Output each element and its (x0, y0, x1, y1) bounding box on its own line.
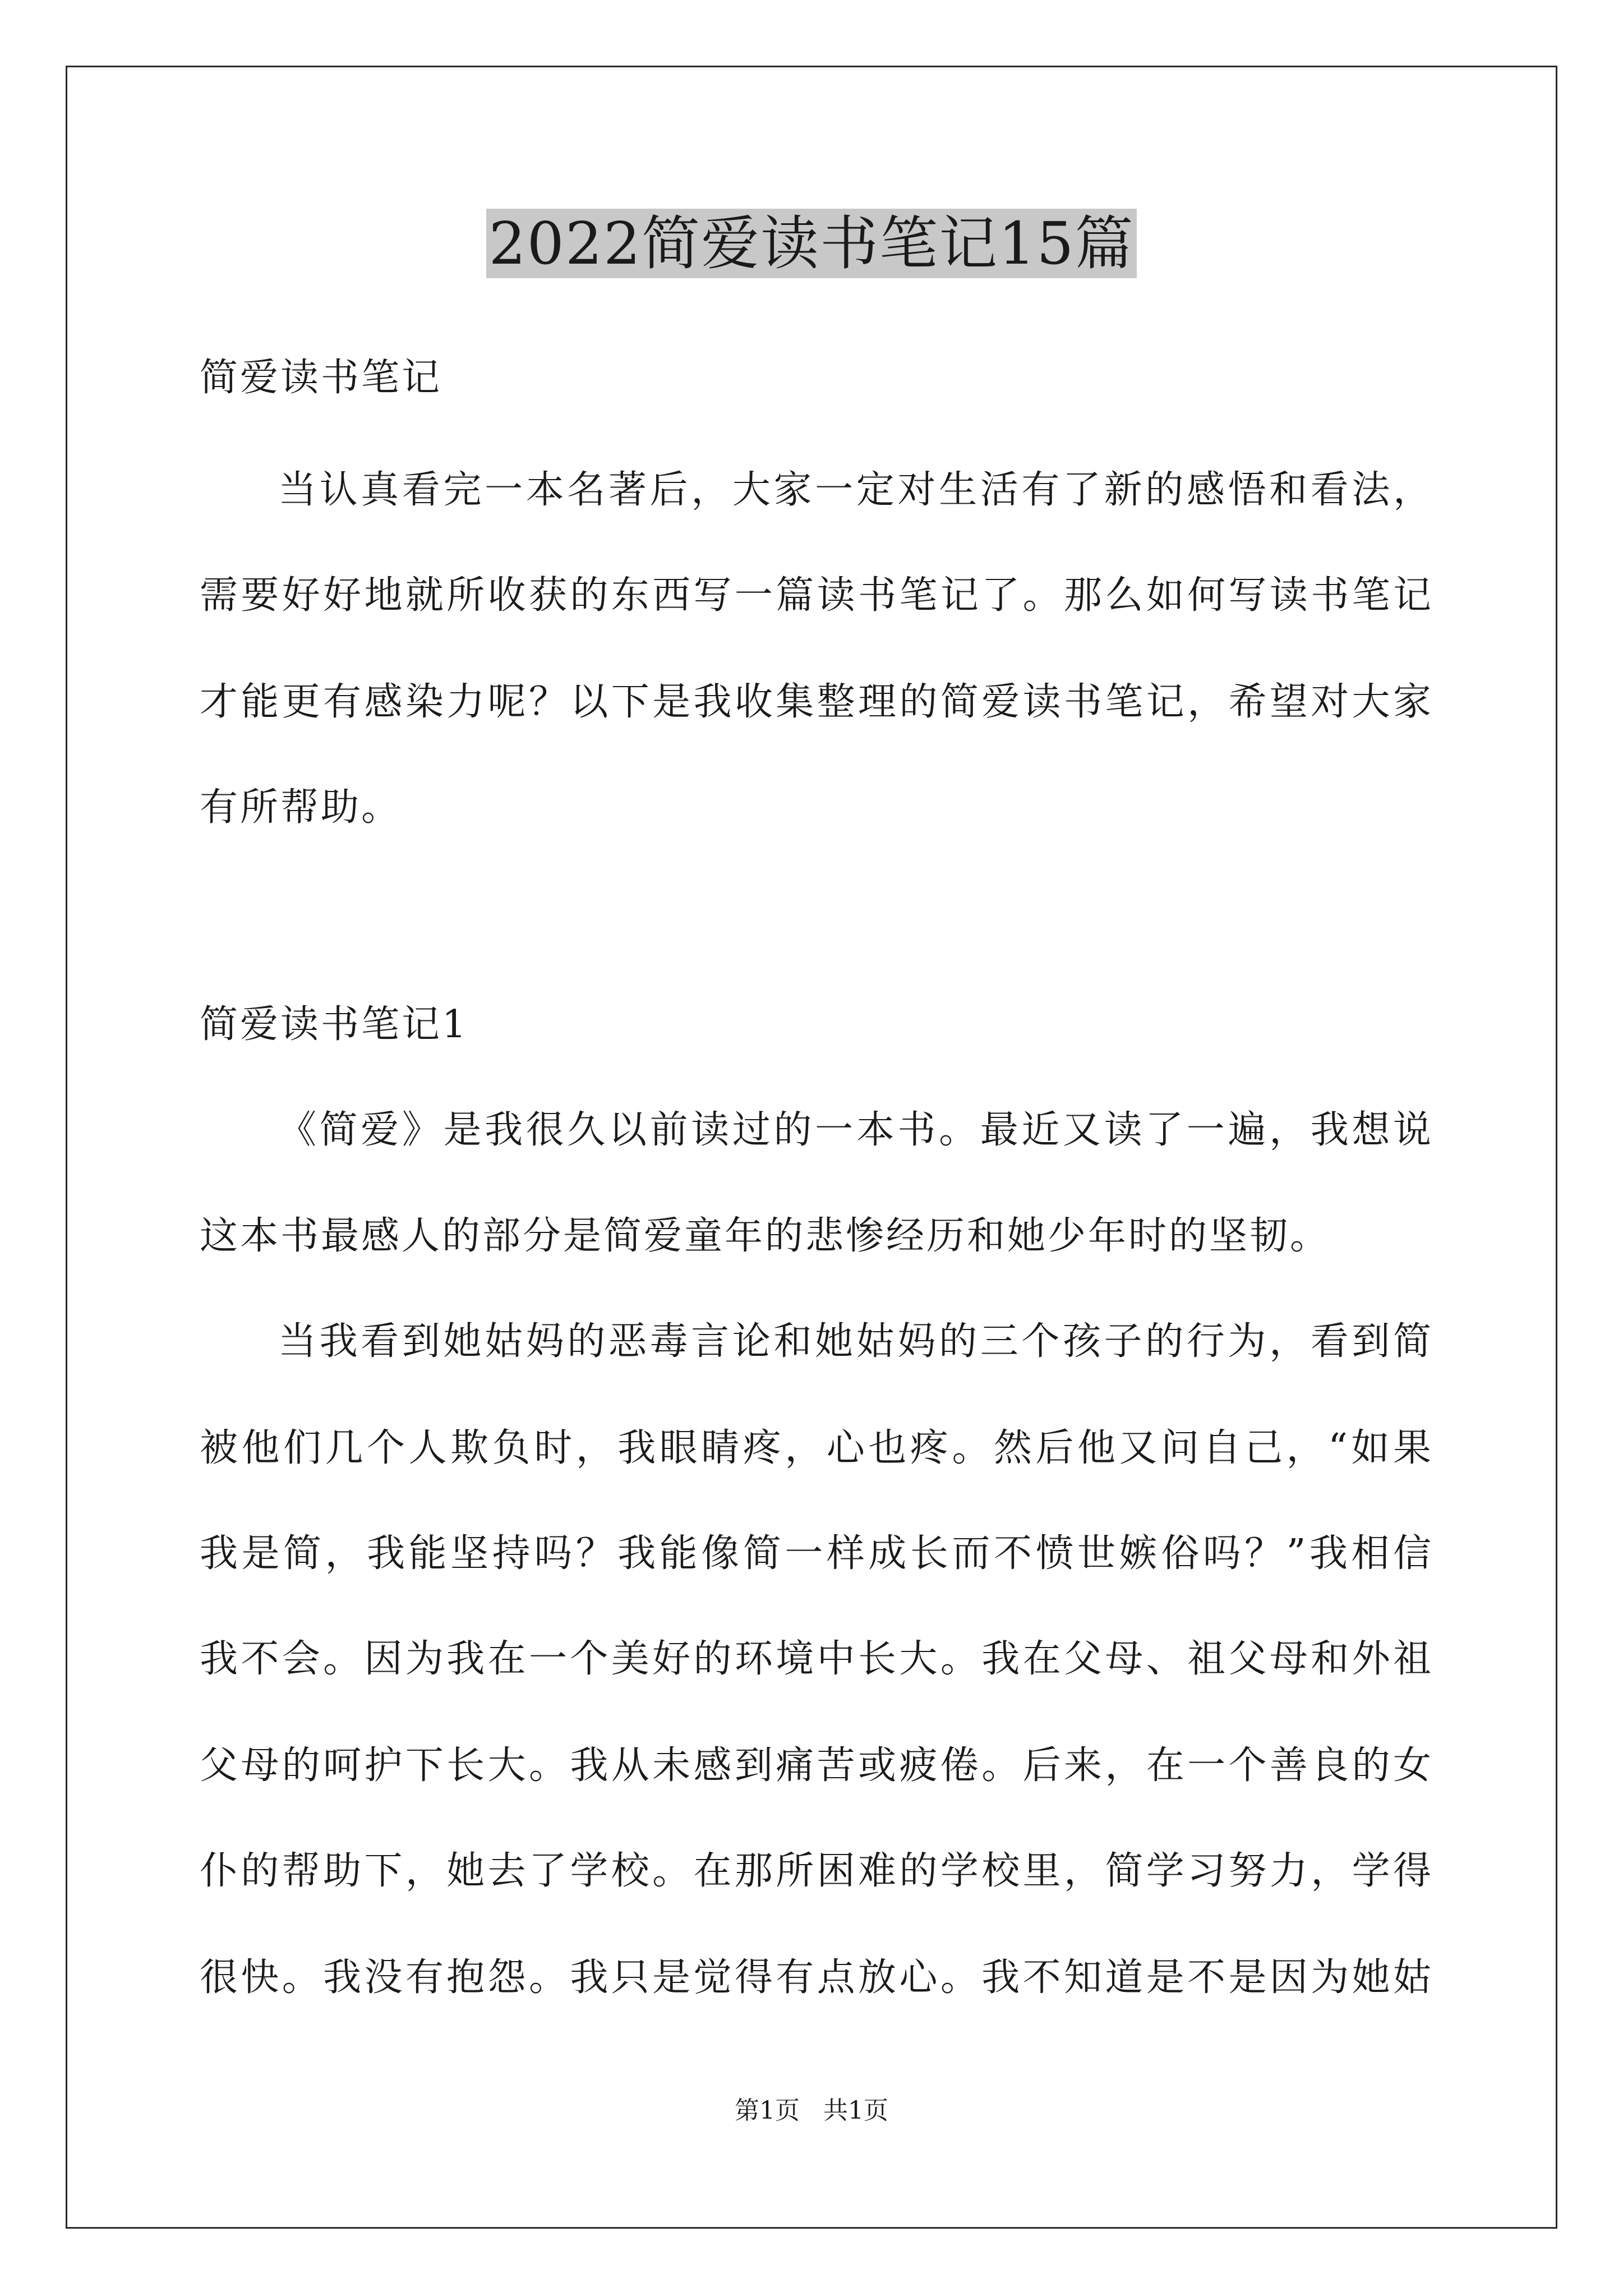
paragraph-line: 我不会。因为我在一个美好的环境中长大。我在父母、祖父母和外祖 (200, 1637, 1433, 1681)
paragraph-line: 这本书最感人的部分是简爱童年的悲惨经历和她少年时的坚韧。 (200, 1214, 1331, 1258)
paragraph-line: 当我看到她姑妈的恶毒言论和她姑妈的三个孩子的行为，看到简 (278, 1319, 1433, 1364)
title-block (0, 209, 1623, 278)
page-footer: 第1页 共1页 (735, 2096, 888, 2125)
paragraph-line: 被他们几个人欺负时，我眼睛疼，心也疼。然后他又问自己，“如果 (200, 1426, 1433, 1470)
paragraph-line: 《简爱》是我很久以前读过的一本书。最近又读了一遍，我想说 (278, 1108, 1433, 1152)
section-heading: 简爱读书笔记1 (200, 1002, 469, 1047)
document-title: 2022简爱读书笔记15篇 (486, 209, 1136, 278)
paragraph-line: 才能更有感染力呢？以下是我收集整理的简爱读书笔记，希望对大家 (200, 680, 1433, 724)
section-heading: 简爱读书笔记 (200, 356, 442, 400)
paragraph-line: 有所帮助。 (200, 785, 402, 830)
paragraph-line: 需要好好地就所收获的东西写一篇读书笔记了。那么如何写读书笔记 (200, 573, 1433, 618)
paragraph-line: 当认真看完一本名著后，大家一定对生活有了新的感悟和看法， (278, 468, 1433, 512)
paragraph-line: 父母的呵护下长大。我从未感到痛苦或疲倦。后来，在一个善良的女 (200, 1743, 1433, 1788)
paragraph-line: 仆的帮助下，她去了学校。在那所困难的学校里，简学习努力，学得 (200, 1849, 1433, 1893)
paragraph-line: 很快。我没有抱怨。我只是觉得有点放心。我不知道是不是因为她姑 (200, 1955, 1433, 2000)
paragraph-line: 我是简，我能坚持吗？我能像简一样成长而不愤世嫉俗吗？”我相信 (200, 1531, 1433, 1576)
